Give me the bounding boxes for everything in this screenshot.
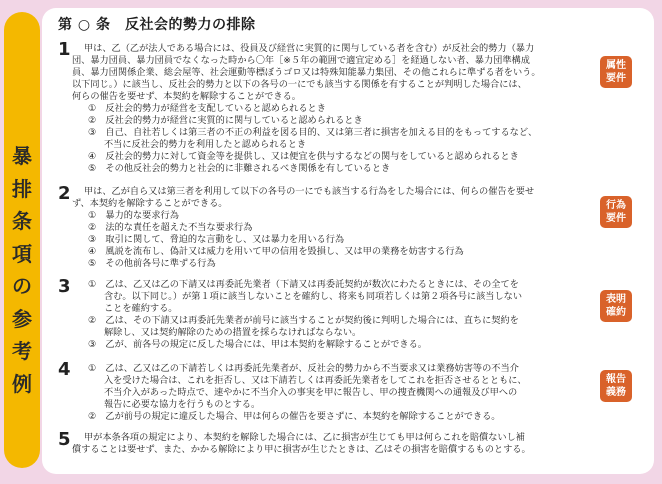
- section-line: 甲は、乙が自ら又は第三者を利用して以下の各号の一にでも該当する行為をした場合には、何らの催告を要せ: [84, 186, 535, 197]
- sidebar-char: 例: [12, 371, 32, 396]
- sidebar-char: 暴: [12, 144, 32, 168]
- section-item: ① 乙は、乙又は乙の下請又は再委託先業者（下請又は再委託契約が数次にわたるときには、その全てを: [88, 279, 519, 290]
- section-item: ④ 反社会的勢力に対して資金等を提供し、又は便宜を供与するなどの関与をしていると認められるとき: [88, 151, 519, 162]
- section-item: ④ 風説を流布し、偽計又は威力を用いて甲の信用を毀損し、又は甲の業務を妨害する行為: [88, 246, 464, 257]
- section-line: 員、暴力団関係企業、総会屋等、社会運動等標ぼうゴロ又は特殊知能暴力集団、その他これらに準ずる者をいう。: [72, 67, 541, 78]
- sidebar-banner: [4, 12, 40, 468]
- sidebar-char: 条: [12, 209, 32, 233]
- tag-label: 報告: [606, 374, 626, 385]
- section-item: ② 乙は、その下請又は再委託先業者が前号に該当することが契約後に判明した場合には、直ちに契約を: [88, 315, 519, 326]
- section-item: ① 暴力的な要求行為: [88, 210, 179, 221]
- sidebar-char: 考: [12, 339, 32, 363]
- tag-conduct-requirement: [600, 196, 632, 228]
- section-line: ず、本契約を解除することができる。: [72, 198, 228, 209]
- section-item: ① 反社会的勢力が経営を支配していると認められるとき: [88, 103, 326, 114]
- tag-label: 要件: [606, 213, 626, 224]
- tag-label: 属性: [606, 60, 626, 71]
- section-number: 5: [58, 429, 71, 450]
- section-item: ③ 取引に関して、脅迫的な言動をし、又は暴力を用いる行為: [88, 234, 345, 245]
- section-item: 入を受けた場合は、これを拒否し、又は下請若しくは再委託先業者をしてこれを拒否させるとともに、: [104, 375, 527, 386]
- section-item: ことを確約する。: [104, 303, 178, 314]
- section-line: 何らの催告を要せず、本契約を解除することができる。: [72, 91, 301, 102]
- section-number: 1: [58, 39, 71, 60]
- tag-label: 確約: [606, 307, 626, 318]
- section-line: 償することは要せず、また、かかる解除により甲に損害が生じたときは、乙はその損害を賠償するものとする。: [72, 444, 531, 455]
- section-item: 解除し、又は契約解除のための措置を採らなければならない。: [104, 327, 362, 338]
- section-line: 以下同じ。）に該当し、反社会的勢力と以下の各号の一にでも該当する関係を有することが判明した場合には、: [72, 79, 527, 90]
- section-item: ⑤ その他前各号に準ずる行為: [88, 258, 216, 269]
- sidebar-char: の: [12, 274, 32, 298]
- tag-label: 要件: [606, 73, 626, 84]
- sidebar-title: [10, 140, 34, 400]
- section-item: ② 乙が前号の規定に違反した場合、甲は何らの催告を要さずに、本契約を解除することができる。: [88, 411, 501, 422]
- section-item: ③ 乙が、前各号の規定に反した場合には、甲は本契約を解除することができる。: [88, 339, 427, 350]
- section-number: 2: [58, 183, 71, 204]
- section-item: 報告に必要な協力を行うものとする。: [104, 399, 261, 410]
- section-item: 不当に反社会的勢力を利用したと認められるとき: [104, 139, 307, 150]
- tag-label: 行為: [606, 200, 626, 211]
- section-number: 3: [58, 276, 71, 297]
- tag-reporting-duty: [600, 370, 632, 402]
- sidebar-char: 項: [12, 241, 32, 266]
- section-line: 甲は、乙（乙が法人である場合には、役員及び経営に実質的に関与している者を含む）が反社会的勢力（暴力: [84, 43, 535, 54]
- section-item: ⑤ その他反社会的勢力と社会的に非難されるべき関係を有しているとき: [88, 163, 391, 174]
- tag-label: 表明: [606, 294, 626, 305]
- article-heading: 第 ○ 条 反社会的勢力の排除: [58, 17, 256, 33]
- section-item: ② 反社会的勢力が経営に実質的に関与していると認められるとき: [88, 115, 363, 126]
- section-number: 4: [58, 359, 71, 380]
- section-line: 団、暴力団員、暴力団員でなくなった時から〇年［※５年の範囲で適宜定める］を経過しない者、暴力団準構成: [72, 55, 530, 66]
- tag-representation-warranty: [600, 290, 632, 322]
- section-item: ② 法的な責任を超えた不当な要求行為: [88, 222, 253, 233]
- section-item: 不当介入があった時点で、速やかに不当介入の事実を甲に報告し、甲の捜査機関への通報及び甲への: [104, 387, 518, 398]
- section-item: ① 乙は、乙又は乙の下請若しくは再委託先業者が、反社会的勢力から不当要求又は業務妨害等の不当介: [88, 363, 519, 374]
- tag-attribute-requirement: [600, 56, 632, 88]
- section-item: 含む。以下同じ。）が第１項に該当しないことを確約し、将来も同項若しくは第２項各号に該当しない: [104, 291, 523, 302]
- section-item: ③ 自己、自社若しくは第三者の不正の利益を図る目的、又は第三者に損害を加える目的をもってするなど、: [88, 127, 538, 138]
- tag-label: 義務: [606, 387, 626, 398]
- sidebar-char: 排: [12, 176, 32, 201]
- section-line: 甲が本条各項の規定により、本契約を解除した場合には、乙に損害が生じても甲は何らこれを賠償ないし補: [84, 432, 525, 443]
- sidebar-char: 参: [12, 306, 32, 331]
